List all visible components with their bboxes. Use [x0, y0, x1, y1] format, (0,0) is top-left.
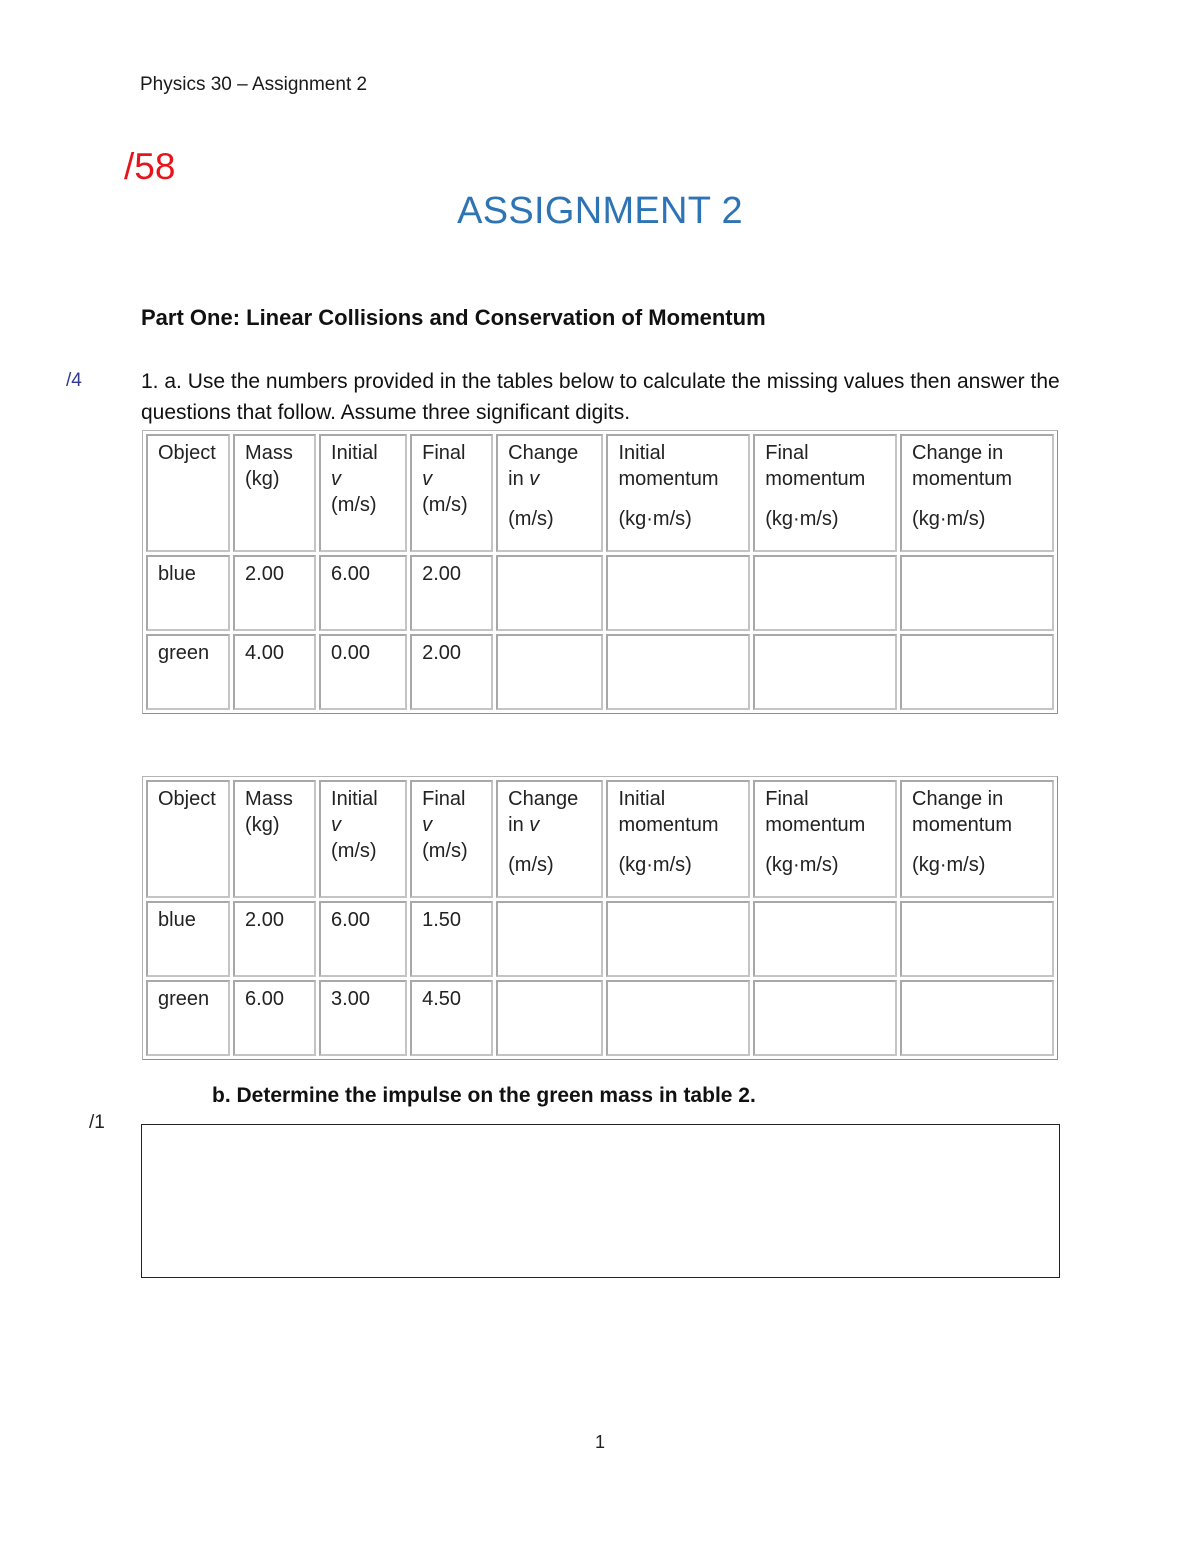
header-initial-momentum: Initial momentum (kg·m/s) [606, 434, 750, 552]
cell-final-momentum-blank[interactable] [753, 901, 897, 977]
cell-initial-v: 0.00 [319, 634, 407, 710]
momentum-table-2 [142, 776, 1058, 1060]
cell-change-momentum-blank[interactable] [900, 555, 1054, 631]
table-header-row [146, 434, 1054, 552]
header-change-v: Change in v (m/s) [496, 434, 603, 552]
header-initial-v: Initial v (m/s) [319, 434, 407, 552]
cell-change-momentum-blank[interactable] [900, 634, 1054, 710]
header-mass: Mass (kg) [233, 434, 316, 552]
cell-final-v: 4.50 [410, 980, 493, 1056]
cell-initial-v: 6.00 [319, 901, 407, 977]
cell-mass: 2.00 [233, 901, 316, 977]
question-a-text: 1. a. Use the numbers provided in the tables below to calculate the missing values then answer the questions that follow. Assume three significant digits. [141, 370, 1060, 424]
cell-final-momentum-blank[interactable] [753, 555, 897, 631]
cell-initial-momentum-blank[interactable] [606, 980, 750, 1056]
cell-object: blue [146, 901, 230, 977]
cell-mass: 2.00 [233, 555, 316, 631]
cell-change-v-blank[interactable] [496, 634, 603, 710]
cell-final-v: 2.00 [410, 634, 493, 710]
cell-initial-momentum-blank[interactable] [606, 901, 750, 977]
cell-final-v: 2.00 [410, 555, 493, 631]
cell-change-v-blank[interactable] [496, 555, 603, 631]
cell-object: blue [146, 555, 230, 631]
table-row [146, 980, 1054, 1056]
header-object: Object [146, 434, 230, 552]
answer-box[interactable] [141, 1124, 1060, 1278]
table-row [146, 634, 1054, 710]
header-mass: Mass (kg) [233, 780, 316, 898]
cell-object: green [146, 634, 230, 710]
score-total: /58 [124, 146, 176, 187]
header-change-momentum: Change in momentum (kg·m/s) [900, 780, 1054, 898]
header-final-momentum: Final momentum (kg·m/s) [753, 434, 897, 552]
cell-mass: 4.00 [233, 634, 316, 710]
header-change-momentum: Change in momentum (kg·m/s) [900, 434, 1054, 552]
cell-mass: 6.00 [233, 980, 316, 1056]
cell-final-momentum-blank[interactable] [753, 634, 897, 710]
header-final-v: Final v (m/s) [410, 780, 493, 898]
question-b-mark: /1 [89, 1112, 105, 1133]
cell-object: green [146, 980, 230, 1056]
cell-change-v-blank[interactable] [496, 980, 603, 1056]
header-object: Object [146, 780, 230, 898]
momentum-table-1 [142, 430, 1058, 714]
document-title: ASSIGNMENT 2 [457, 190, 743, 232]
table-header-row [146, 780, 1054, 898]
cell-change-momentum-blank[interactable] [900, 980, 1054, 1056]
question-b-text: b. Determine the impulse on the green mass in table 2. [212, 1084, 756, 1107]
header-final-momentum: Final momentum (kg·m/s) [753, 780, 897, 898]
header-initial-momentum: Initial momentum (kg·m/s) [606, 780, 750, 898]
cell-initial-momentum-blank[interactable] [606, 555, 750, 631]
table-row [146, 555, 1054, 631]
cell-initial-momentum-blank[interactable] [606, 634, 750, 710]
header-change-v: Change in v (m/s) [496, 780, 603, 898]
part-heading: Part One: Linear Collisions and Conservation of Momentum [141, 305, 766, 330]
cell-final-momentum-blank[interactable] [753, 980, 897, 1056]
header-final-v: Final v (m/s) [410, 434, 493, 552]
running-header: Physics 30 – Assignment 2 [140, 74, 368, 95]
cell-initial-v: 6.00 [319, 555, 407, 631]
cell-change-momentum-blank[interactable] [900, 901, 1054, 977]
question-a-mark: /4 [66, 370, 82, 391]
page-number: 1 [594, 1432, 605, 1452]
cell-initial-v: 3.00 [319, 980, 407, 1056]
table-row [146, 901, 1054, 977]
cell-change-v-blank[interactable] [496, 901, 603, 977]
cell-final-v: 1.50 [410, 901, 493, 977]
header-initial-v: Initial v (m/s) [319, 780, 407, 898]
